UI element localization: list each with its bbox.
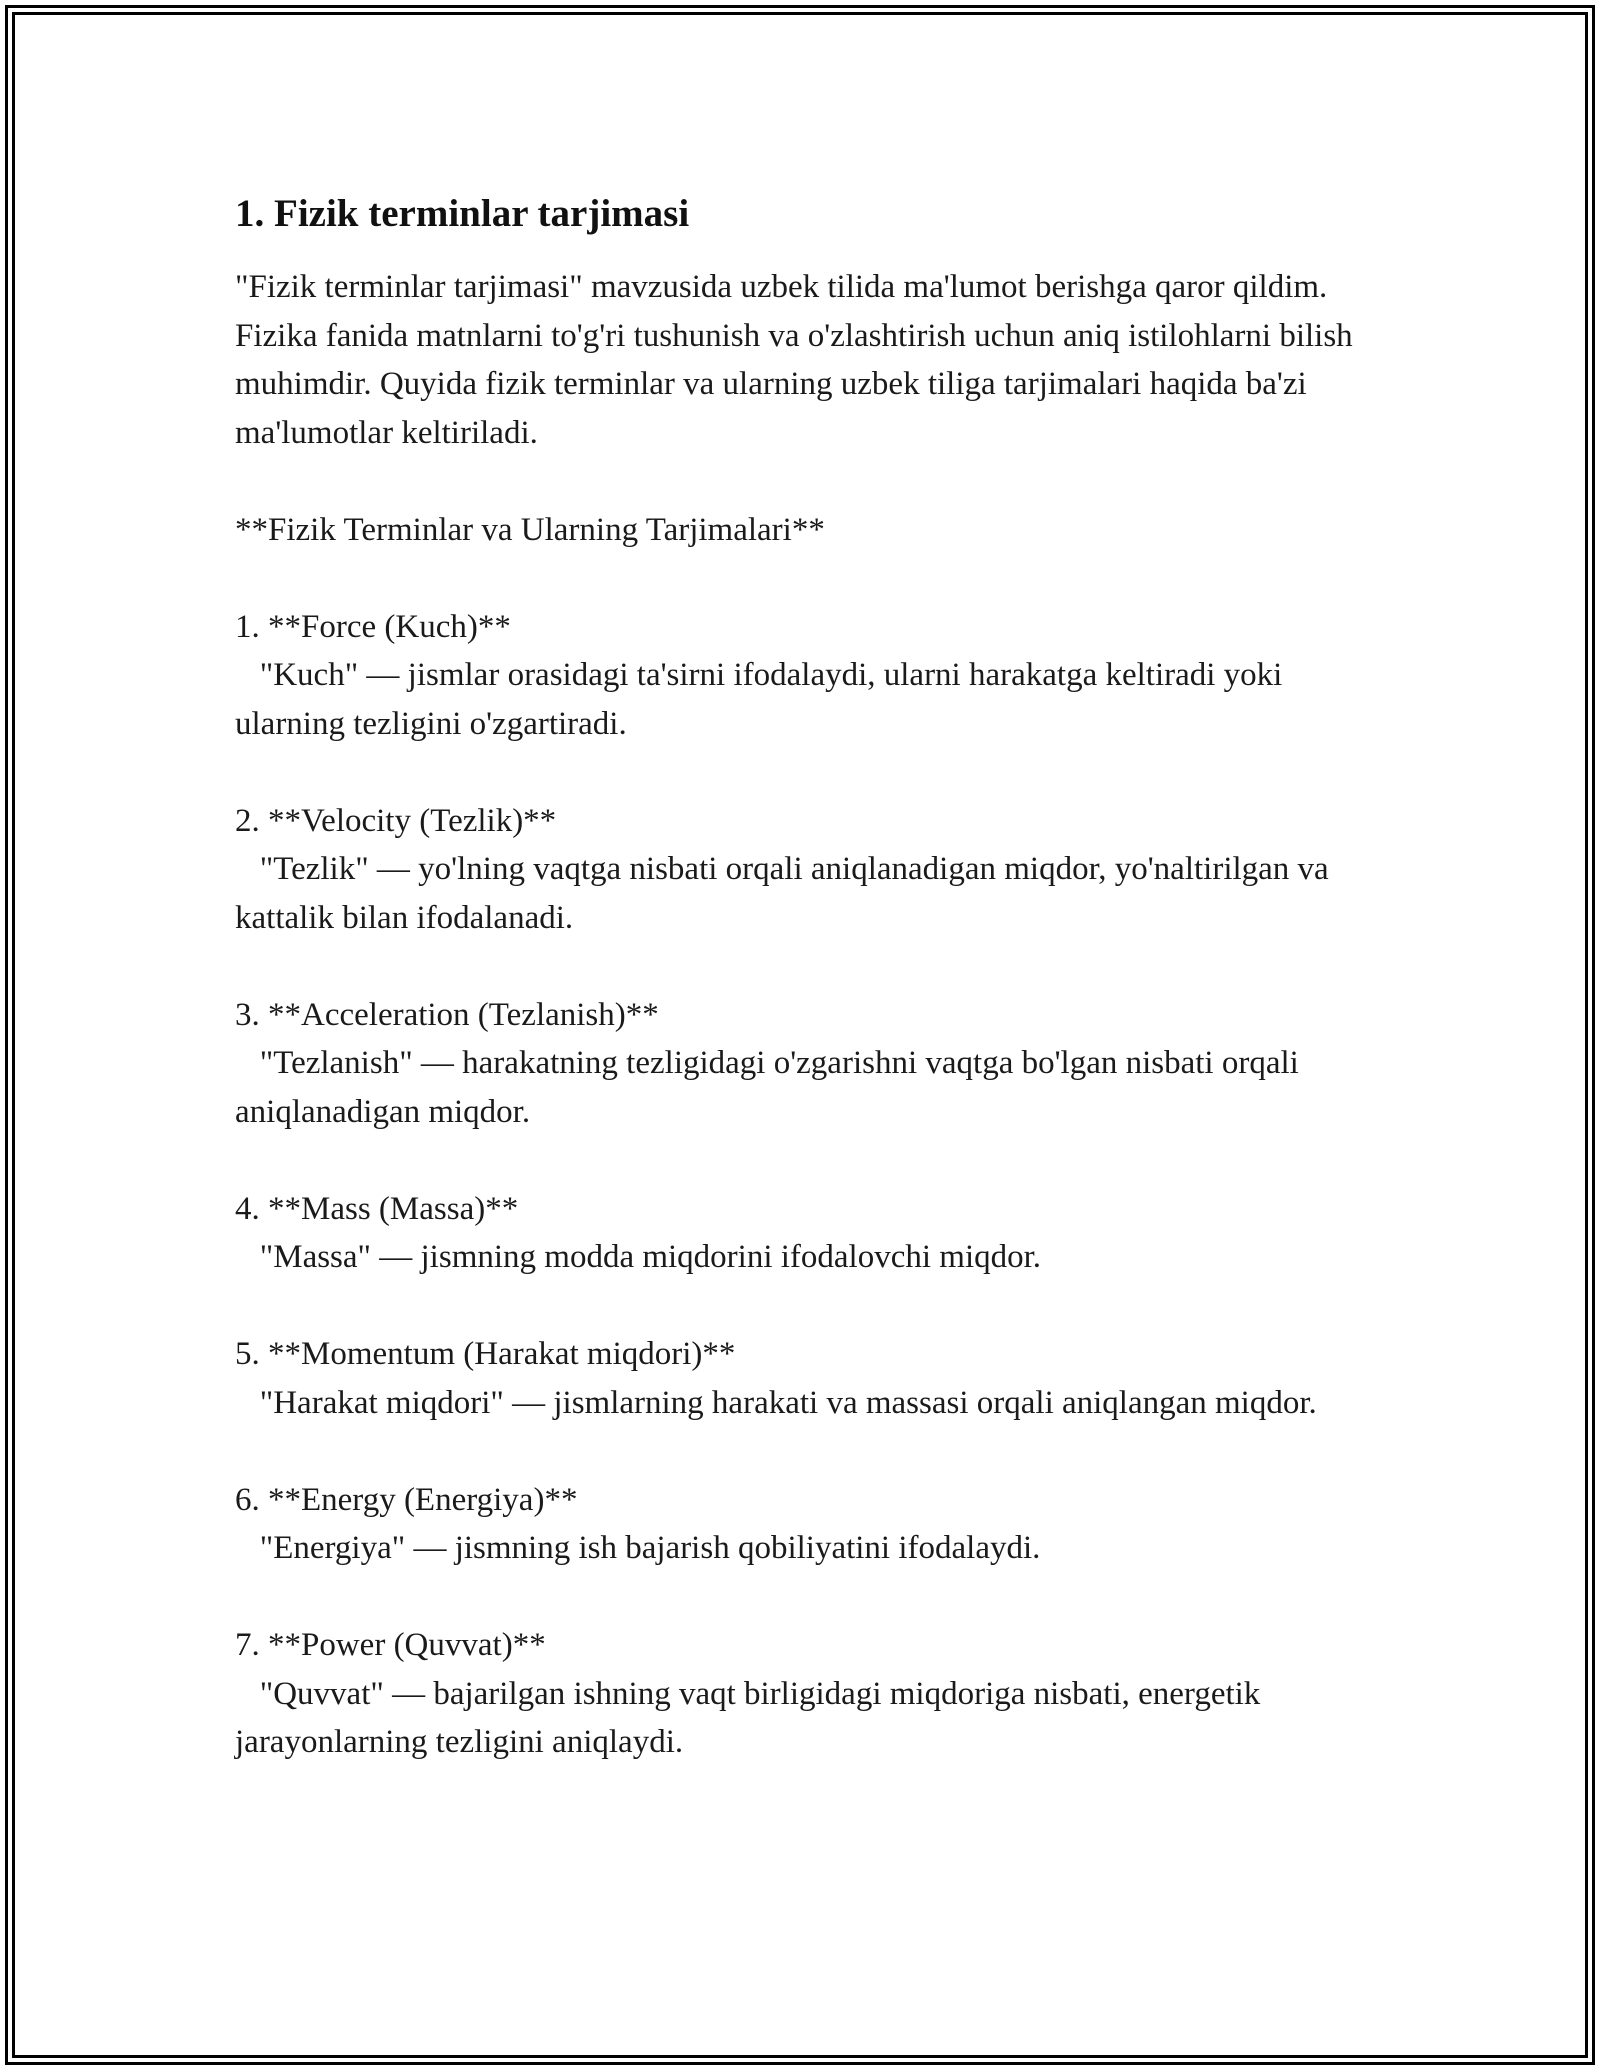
- term-title: 1. **Force (Kuch)**: [235, 608, 511, 645]
- term-description: "Energiya" — jismning ish bajarish qobiliyatini ifodalaydi.: [235, 1530, 1041, 1566]
- term-item-momentum: [235, 1330, 1365, 1427]
- term-item-energy: [235, 1476, 1365, 1573]
- document-body: [235, 185, 1365, 1767]
- term-item-power: [235, 1621, 1365, 1767]
- term-title: 3. **Acceleration (Tezlanish)**: [235, 996, 659, 1033]
- term-description: "Kuch" — jismlar orasidagi ta'sirni ifodalaydi, ularni harakatga keltiradi yoki ularning tezligini o'zgartiradi.: [235, 657, 1291, 742]
- term-title: 2. **Velocity (Tezlik)**: [235, 802, 557, 839]
- term-description: "Quvvat" — bajarilgan ishning vaqt birligidagi miqdoriga nisbati, energetik jarayonlarning tezligini aniqlaydi.: [235, 1675, 1269, 1760]
- term-title: 5. **Momentum (Harakat miqdori)**: [235, 1336, 736, 1372]
- page-title: 1. Fizik terminlar tarjimasi: [235, 192, 690, 235]
- intro-paragraph: "Fizik terminlar tarjimasi" mavzusida uzbek tilida ma'lumot berishga qaror qildim. Fizika fanida matnlarni to'g'ri tushunish va o'zlashtirish uchun aniq istilohlarni bilish muhimdir. Quyida fizik terminlar va ularning uzbek tiliga tarjimalari haqida ba'zi ma'lumotlar keltiriladi.: [235, 269, 1353, 451]
- term-item-force: [235, 603, 1365, 749]
- term-title: 4. **Mass (Massa)**: [235, 1190, 519, 1227]
- term-title: 6. **Energy (Energiya)**: [235, 1481, 578, 1518]
- term-description: "Tezlik" — yo'lning vaqtga nisbati orqali aniqlanadigan miqdor, yo'naltirilgan va kattalik bilan ifodalanadi.: [235, 851, 1337, 936]
- term-list: [235, 603, 1365, 1767]
- term-description: "Tezlanish" — harakatning tezligidagi o'zgarishni vaqtga bo'lgan nisbati orqali aniqlanadigan miqdor.: [235, 1045, 1308, 1130]
- section-heading: **Fizik Terminlar va Ularning Tarjimalari**: [235, 511, 825, 548]
- term-item-mass: [235, 1185, 1365, 1282]
- term-title: 7. **Power (Quvvat)**: [235, 1627, 546, 1663]
- term-item-acceleration: [235, 991, 1365, 1137]
- term-description: "Massa" — jismning modda miqdorini ifodalovchi miqdor.: [235, 1239, 1042, 1275]
- term-item-velocity: [235, 797, 1365, 943]
- term-description: "Harakat miqdori" — jismlarning harakati va massasi orqali aniqlangan miqdor.: [235, 1384, 1317, 1421]
